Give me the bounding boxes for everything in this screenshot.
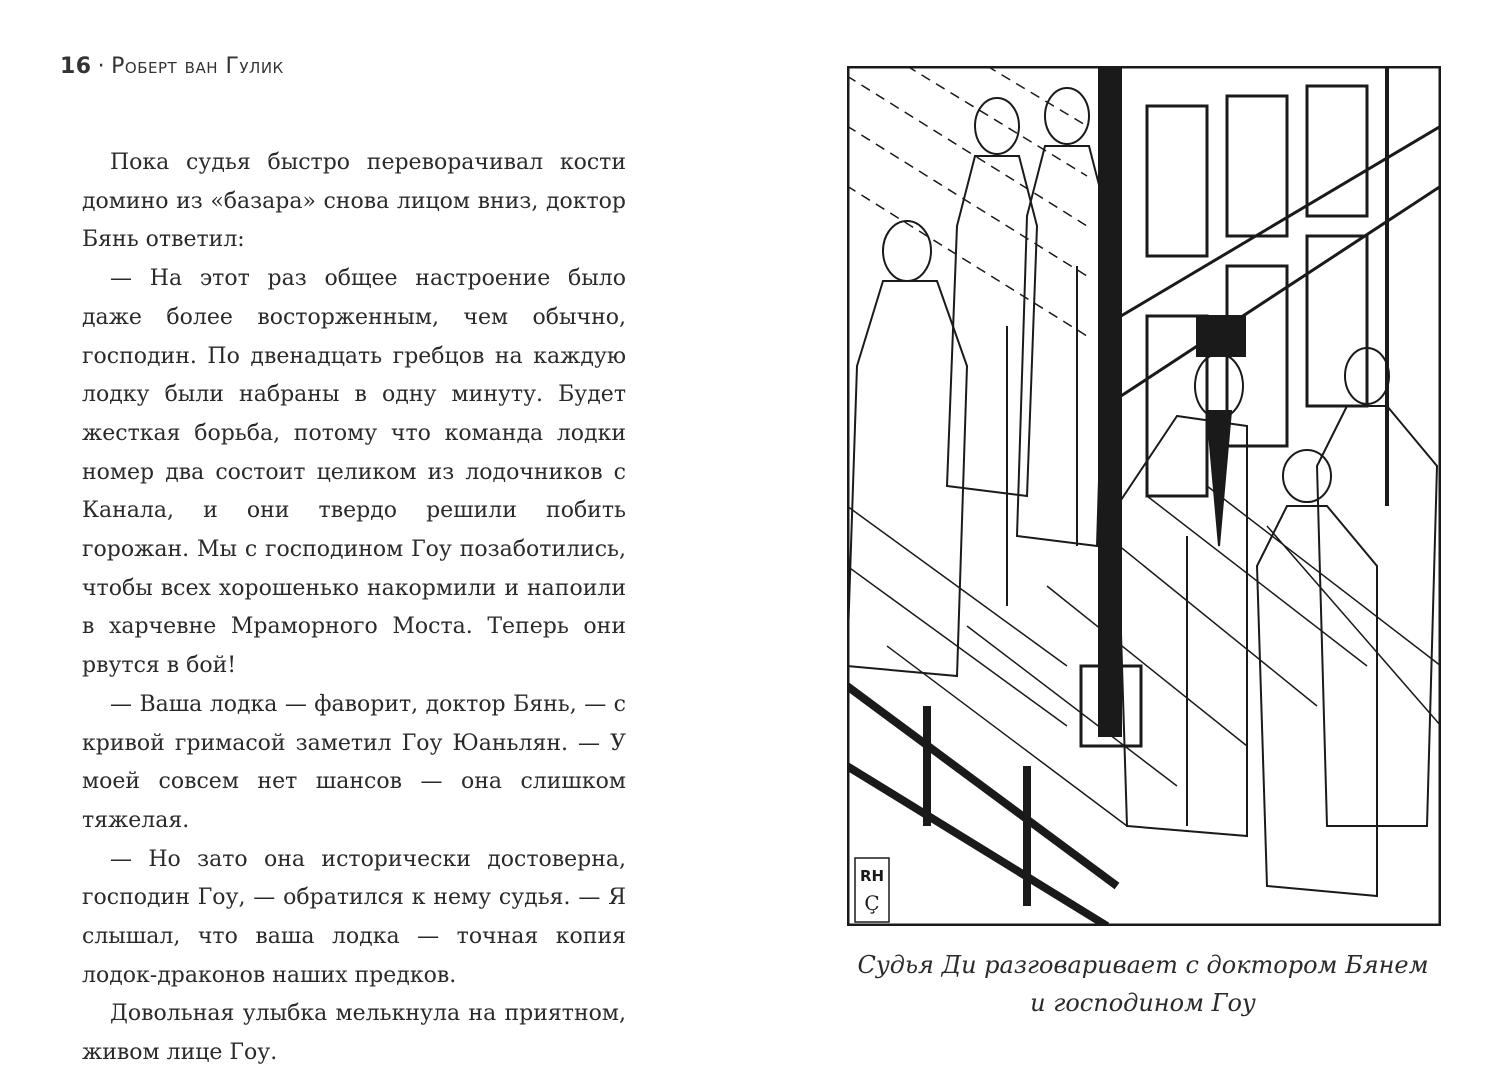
caption-line-1: Судья Ди разговаривает с доктором Бянем <box>857 951 1429 979</box>
paragraph: Довольная улыбка мелькнула на приятном, живом лице Гоу. <box>82 1001 626 1066</box>
running-head <box>60 54 284 79</box>
line-drawing-illustration <box>847 66 1441 926</box>
wall-panels <box>1121 66 1441 506</box>
monogram-initials: RH <box>859 867 885 885</box>
right-page <box>743 0 1486 1080</box>
paragraph: — Но зато она исторически достоверна, господин Гоу, — обратился к нему судья. — Я слышал, что ваша лодка — точная копия лодок-драконов наших предков. <box>82 846 626 988</box>
body-text <box>82 144 626 1073</box>
railing <box>847 686 1117 926</box>
paragraph: — На этот раз общее настроение было даже более восторженным, чем обычно, господин. По двенадцать гребцов на каждую лодку были набраны в одну минуту. Будет жесткая борьба, потому что команда лодки номер два состоит целиком из лодочников с Канала, и они твердо решили побить горожан. Мы с господином Гоу позаботились, чтобы всех хорошенько накормили и напоили в харчевне Мраморного Моста. Теперь они рвутся в бой! <box>82 266 626 679</box>
page-number: 16 <box>60 54 92 79</box>
ceiling-lines <box>847 66 1087 336</box>
men-figures <box>1257 348 1437 896</box>
paragraph: Пока судья быстро переворачивал кости домино из «базара» снова лицом вниз, доктор Бянь ответил: <box>82 150 626 253</box>
caption-line-2: и господином Гоу <box>1030 989 1256 1017</box>
monogram-glyph: Ç <box>864 891 880 915</box>
women-figures <box>847 88 1107 676</box>
header-separator: · <box>97 54 106 79</box>
illustration-lines <box>847 66 1441 926</box>
illustration-frame <box>848 67 1440 925</box>
author-name: Роберт ван Гулик <box>111 54 284 79</box>
paragraph: — Ваша лодка — фаворит, доктор Бянь, — с кривой гримасой заметил Гоу Юаньлян. — У моей совсем нет шансов — она слишком тяжелая. <box>82 691 626 833</box>
illustration-caption <box>833 946 1453 1022</box>
